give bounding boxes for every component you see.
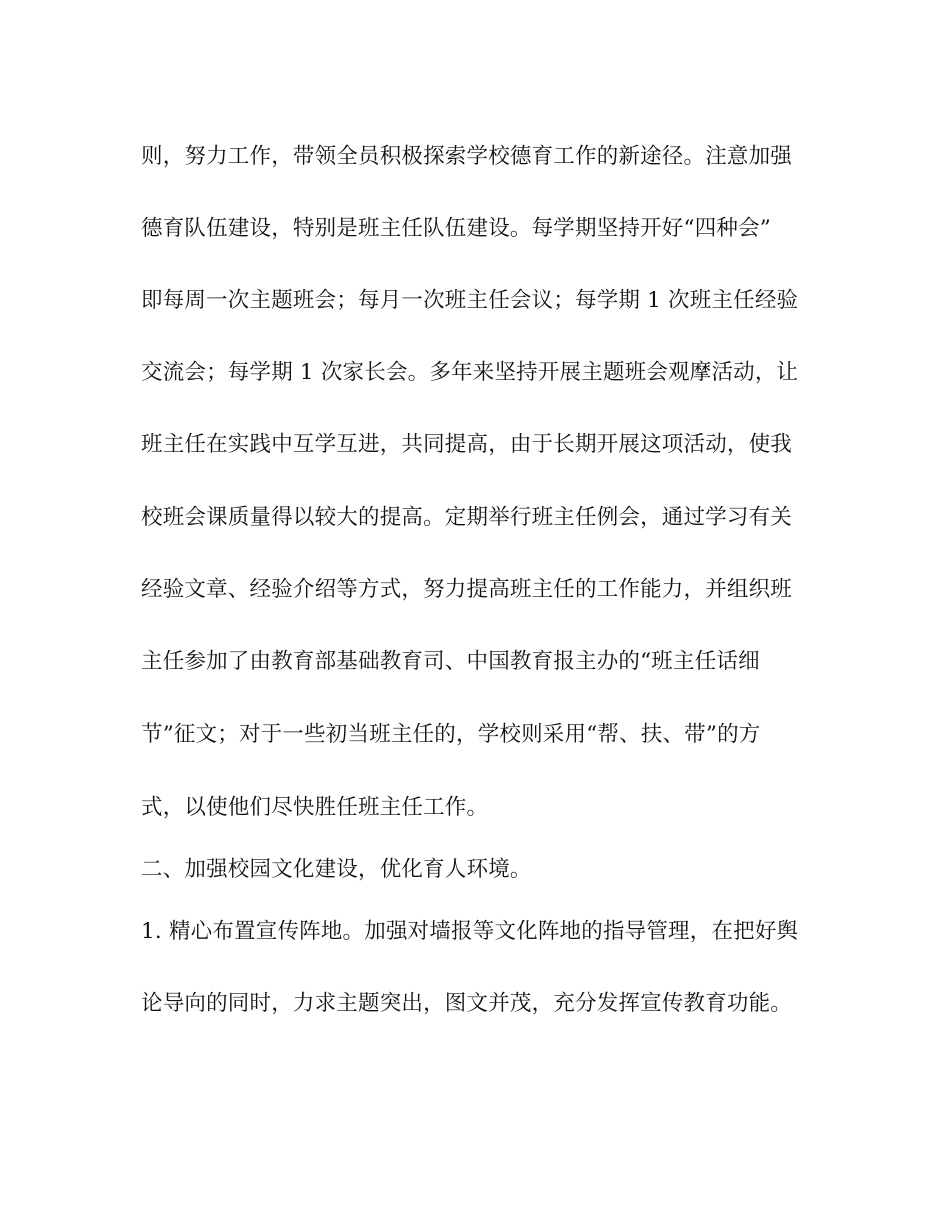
paragraph-line: 主任参加了由教育部基础教育司、中国教育报主办的“班主任话细 [141,649,760,674]
paragraph-line: 式，以使他们尽快胜任班主任工作。 [141,795,489,820]
paragraph-line: 校班会课质量得以较大的提高。定期举行班主任例会，通过学习有关 [141,505,793,530]
paragraph-line: 经验文章、经验介绍等方式，努力提高班主任的工作能力，并组织班 [141,577,793,602]
paragraph-line: 节”征文；对于一些初当班主任的，学校则采用“帮、扶、带”的方 [141,722,761,747]
section-heading: 二、加强校园文化建设，优化育人环境。 [141,857,532,882]
list-item-line: 论导向的同时，力求主题突出，图文并茂，充分发挥宣传教育功能。 [141,991,793,1016]
paragraph-line: 班主任在实践中互学互进，共同提高，由于长期开展这项活动，使我 [141,432,793,457]
paragraph-line: 德育队伍建设，特别是班主任队伍建设。每学期坚持开好“四种会” [141,216,771,241]
paragraph-line: 则，努力工作，带领全员积极探索学校德育工作的新途径。注意加强 [141,144,793,169]
paragraph-line: 即每周一次主题班会；每月一次班主任会议；每学期 1 次班主任经验 [141,288,799,313]
paragraph-line: 交流会；每学期 1 次家长会。多年来坚持开展主题班会观摩活动，让 [141,360,799,385]
list-item-line: 1. 精心布置宣传阵地。加强对墙报等文化阵地的指导管理，在把好舆 [141,919,799,944]
